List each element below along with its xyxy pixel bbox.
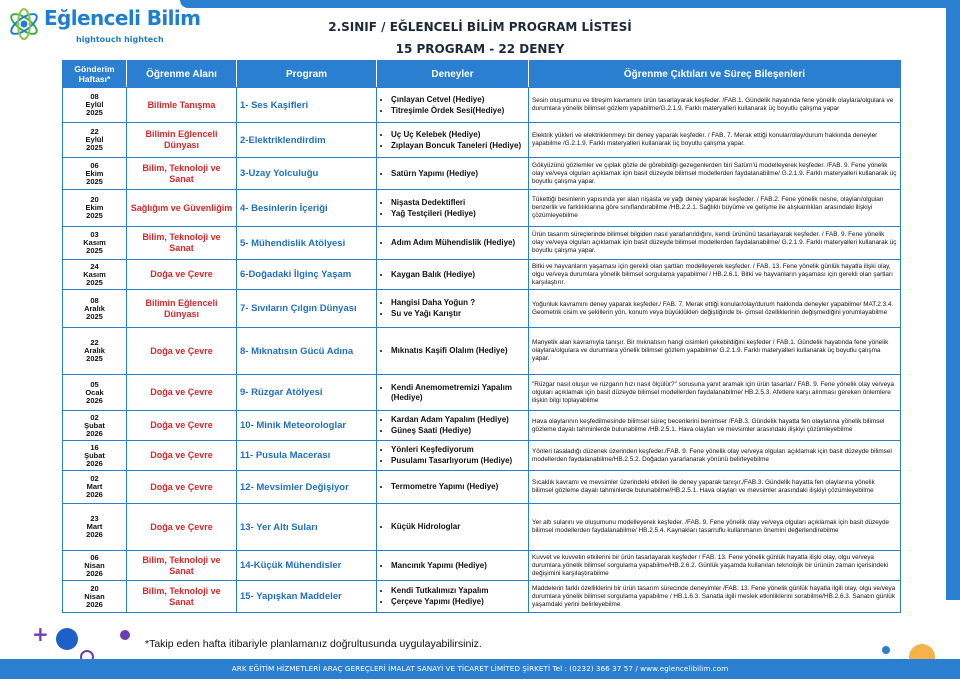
date-month: Ekim xyxy=(85,168,104,178)
week-date xyxy=(63,328,127,375)
experiment-list xyxy=(380,298,525,319)
page-subtitle: 15 PROGRAM - 22 DENEY xyxy=(395,42,565,56)
experiment-item: • Güneş Saati (Hediye) xyxy=(391,426,525,436)
experiment-item: • Pusulamı Tasarlıyorum (Hediye) xyxy=(391,456,525,466)
experiments-cell xyxy=(377,581,529,613)
learning-area: Bilimin Eğlenceli Dünyası xyxy=(127,290,237,328)
week-date xyxy=(63,190,127,227)
learning-outcome: Elektrik yükleri ve elektriklenmeyi bir deney yaparak keşfeder. / FAB. 7. Merak ettiği konular/olay/durum hakkında deneyler yapabilme /G.2.1.9. Farklı materyalleri kullanarak üç boyutlu çalışma yapar. xyxy=(529,123,901,158)
date-month: Ocak xyxy=(85,387,104,397)
learning-area: Bilimle Tanışma xyxy=(127,88,237,123)
week-date xyxy=(63,551,127,581)
learning-area: Bilimin Eğlenceli Dünyası xyxy=(127,123,237,158)
week-date xyxy=(63,290,127,328)
learning-area: Bilim, Teknoloji ve Sanat xyxy=(127,581,237,613)
date-day: 24 xyxy=(90,261,99,271)
date-month: Nisan xyxy=(84,560,105,570)
program-name: 1- Ses Kaşifleri xyxy=(237,88,377,123)
decor-plus-icon: + xyxy=(32,622,49,646)
header-outcomes: Öğrenme Çıktıları ve Süreç Bileşenleri xyxy=(529,61,901,88)
experiments-cell xyxy=(377,290,529,328)
experiment-list xyxy=(380,522,525,532)
learning-area: Sağlığım ve Güvenliğim xyxy=(127,190,237,227)
learning-area: Bilim, Teknoloji ve Sanat xyxy=(127,227,237,260)
experiment-list xyxy=(380,482,525,492)
experiment-item: • Yönleri Keşfediyorum xyxy=(391,445,525,455)
top-accent-band xyxy=(180,0,960,8)
date-day: 08 xyxy=(90,295,99,305)
week-date xyxy=(63,158,127,190)
experiment-item: • Hangisi Daha Yoğun ? xyxy=(391,298,525,308)
learning-outcome: Hava olaylarının keşfedilmesinde bilimsel süreç becerilerini benimser /FAB.3. Gündelik hayatta fen olaylarına yönelik bilimsel gözleme dayalı tahminlerde bulunabilme /HB.2.5.1. Hava olayları ve mevsimler arasındaki ilişkiyi çözümleyebilme xyxy=(529,411,901,441)
date-year: 2025 xyxy=(86,143,103,152)
table-row xyxy=(63,190,901,227)
program-table xyxy=(62,60,901,613)
program-name: 14-Küçük Mühendisler xyxy=(237,551,377,581)
week-date xyxy=(63,441,127,471)
experiment-list xyxy=(380,415,525,436)
table-row xyxy=(63,158,901,190)
table-row xyxy=(63,441,901,471)
week-date xyxy=(63,88,127,123)
table-row xyxy=(63,260,901,290)
date-month: Mart xyxy=(86,482,103,491)
date-year: 2026 xyxy=(86,458,103,468)
experiment-item: • Zıplayan Boncuk Taneleri (Hediye) xyxy=(391,141,525,151)
date-year: 2025 xyxy=(86,311,103,321)
experiments-cell xyxy=(377,190,529,227)
program-name: 7- Sıvıların Çılgın Dünyası xyxy=(237,290,377,328)
date-month: Aralık xyxy=(84,346,105,355)
experiments-cell xyxy=(377,551,529,581)
program-name: 12- Mevsimler Değişiyor xyxy=(237,471,377,504)
date-year: 2025 xyxy=(86,277,103,287)
week-date xyxy=(63,411,127,441)
date-day: 02 xyxy=(90,474,99,483)
date-year: 2026 xyxy=(86,568,103,578)
experiment-list xyxy=(380,445,525,466)
learning-area: Doğa ve Çevre xyxy=(127,411,237,441)
experiment-list xyxy=(380,130,525,151)
date-day: 02 xyxy=(90,412,99,422)
experiment-item: • Yağ Testçileri (Hediye) xyxy=(391,209,525,219)
experiment-item: • Adım Adım Mühendislik (Hediye) xyxy=(391,238,525,248)
experiment-item: • Kendi Tutkalımızı Yapalım xyxy=(391,586,525,596)
week-date xyxy=(63,260,127,290)
date-month: Şubat xyxy=(84,450,105,460)
experiment-item: • Kaygan Balık (Hediye) xyxy=(391,270,525,280)
experiments-cell xyxy=(377,504,529,551)
header-area: Öğrenme Alanı xyxy=(127,61,237,88)
experiment-list xyxy=(380,169,525,179)
experiment-list xyxy=(380,198,525,219)
experiment-list xyxy=(380,95,525,116)
table-row xyxy=(63,290,901,328)
header-week: Gönderim Haftası* xyxy=(63,61,127,88)
date-day: 23 xyxy=(90,514,99,523)
decor-dot-blue xyxy=(56,628,78,650)
date-month: Ekim xyxy=(85,203,104,212)
footnote: *Takip eden hafta itibariyle planlamanız doğrultusunda uygulayabilirsiniz. xyxy=(145,638,482,650)
learning-outcome: Tükettiği besinlerin yapısında yer alan nişasta ve yağı deney yaparak keşfeder. / FAB.2. Fene yönelik nesne, olayları/olguları benzerlik ve farklılıklarına göre sınıflandırabilme /HB.2.2.1. Sağlıklı büyüme ve gelişme ile alışkanlıkları arasındaki ilişkiyi çözümleyebilme xyxy=(529,190,901,227)
table-row xyxy=(63,375,901,411)
date-day: 22 xyxy=(90,338,99,347)
program-name: 2-Elektriklendirdim xyxy=(237,123,377,158)
experiment-item: • Termometre Yapımı (Hediye) xyxy=(391,482,525,492)
experiment-item: • Kendi Anemometremizi Yapalım (Hediye) xyxy=(391,383,525,403)
table-row xyxy=(63,123,901,158)
experiment-item: • Mancınık Yapımı (Hediye) xyxy=(391,561,525,571)
table-row xyxy=(63,411,901,441)
experiments-cell xyxy=(377,260,529,290)
learning-outcome: Yoğunluk kavramını deney yaparak keşfeder./ FAB. 7. Merak ettiği konular/olay/durum hakkında deneyler yapabilme/ MAT.2.3.4. Geometrik cisim ve şekillerin yön, konum veya büyüklükleri değiştiğinde bi- çimsel özelliklerinin değişmediğini yorumlayabilme xyxy=(529,290,901,328)
experiments-cell xyxy=(377,88,529,123)
week-date xyxy=(63,581,127,613)
date-day: 16 xyxy=(90,442,99,452)
learning-area: Bilim, Teknoloji ve Sanat xyxy=(127,551,237,581)
learning-outcome: Kuvvet ve kuvvetin etkilerini bir ürün tasarlayarak keşfeder / FAB. 13. Fene yönelik günlük hayatla ilişki olay, olgu ve/veya durumlara yönelik bilimsel sorgulama yapabilme/HB.2.6.2. Günlük yaşamda kullanılan teknolojik bir ürünün zaman içerisindeki değişimini karşılaştırabilme xyxy=(529,551,901,581)
date-year: 2025 xyxy=(86,176,103,186)
date-day: 20 xyxy=(90,583,99,593)
week-date xyxy=(63,227,127,260)
program-name: 3-Uzay Yolculuğu xyxy=(237,158,377,190)
date-day: 08 xyxy=(90,92,99,101)
table-row xyxy=(63,581,901,613)
experiment-list xyxy=(380,238,525,248)
experiment-item: • Kardan Adam Yapalım (Hediye) xyxy=(391,415,525,425)
table-row xyxy=(63,504,901,551)
program-name: 5- Mühendislik Atölyesi xyxy=(237,227,377,260)
program-name: 11- Pusula Macerası xyxy=(237,441,377,471)
footer-company: ARK EĞİTİM HİZMETLERİ ARAÇ GEREÇLERİ İMALAT SANAYİ VE TİCARET LİMİTED ŞİRKETİ Tel : (0232) 366 37 57 / www.eglencelibilim.com xyxy=(0,659,960,679)
learning-area: Doğa ve Çevre xyxy=(127,441,237,471)
table-body xyxy=(63,88,901,613)
date-day: 22 xyxy=(90,127,99,136)
learning-outcome: Sesin oluşumunu ve titreşim kavramını ürün tasarlayarak keşfeder. /FAB.1. Gündelik hayatında fene yönelik olaylara/olgulara ve durumlara yönelik bilimsel gözlem yapabilme/G.2.1.9. Farklı materyalleri kullanarak üç boyutlu çalışma yapar xyxy=(529,88,901,123)
date-month: Kasım xyxy=(83,238,106,247)
date-year: 2025 xyxy=(86,211,103,220)
week-date xyxy=(63,375,127,411)
right-accent-band xyxy=(946,0,960,600)
table-row xyxy=(63,551,901,581)
learning-area: Doğa ve Çevre xyxy=(127,504,237,551)
program-name: 15- Yapışkan Maddeler xyxy=(237,581,377,613)
experiments-cell xyxy=(377,328,529,375)
date-month: Şubat xyxy=(84,420,105,430)
table-row xyxy=(63,471,901,504)
learning-outcome: Maddelerin farklı özelliklerini bir ürün tasarım sürecinde deneyimler /FAB. 13. Fene yönelik günlük hayatla ilgili olay, olgu ve/veya durumlara yönelik bilimsel sorgulama yapabilme / HB.1.6.3. Sanatla ilgili meslek etkinliklerini sorabilme/HB.2.6.3. Sanatın günlük yaşamdaki yerini belirleyebilme xyxy=(529,581,901,613)
header-program: Program xyxy=(237,61,377,88)
experiment-list xyxy=(380,346,525,356)
program-name: 9- Rüzgar Atölyesi xyxy=(237,375,377,411)
learning-outcome: Manyetik alan kavramıyla tanışır. Bir mıknatısın hangi cisimleri çekebildiğini keşfeder / FAB.1. Gündelik hayatında fene yönelik olaylara/olgulara ve durumlara yönelik bilimsel gözlem yapabilme/ G.2.1.9. Farklı materyalleri kullanarak üç boyutlu çalışma yapar. xyxy=(529,328,901,375)
decor-dot-purple xyxy=(120,630,130,640)
learning-outcome: Gökyüzünü gözlemler ve çıplak gözle de görebildiği gezegenlerden biri Satürn'ü modelleyerek keşfeder. /FAB. 9. Fene yönelik olay ve/veya olguları açıklamak için basit düzeyde bilimsel modellerden faydalanabilme/ G.2.1.9. Farklı materyalleri kullanarak üç boyutlu çalışma yapar. xyxy=(529,158,901,190)
week-date xyxy=(63,504,127,551)
experiment-list xyxy=(380,270,525,280)
date-year: 2025 xyxy=(86,354,103,363)
learning-outcome: Ürün tasarım süreçlerinde bilimsel bilgiden nasıl yararlanıldığını, kendi ürününü tasarlayarak keşfeder. / FAB. 9. Fene yönelik olay ve/veya olguları açıklamak için basit düzeyde bilimsel modellerden faydalanabilme/ G.2.1.9. Farklı materyalleri kullanarak üç boyutlu çalışma yapar. xyxy=(529,227,901,260)
experiments-cell xyxy=(377,123,529,158)
experiments-cell xyxy=(377,441,529,471)
table-row xyxy=(63,328,901,375)
date-day: 03 xyxy=(90,230,99,239)
week-date xyxy=(63,123,127,158)
date-year: 2025 xyxy=(86,246,103,255)
learning-outcome: Yönleri tasaladığı düzenek üzerinden keşfeder./FAB. 9. Fene yönelik olay ve/veya olguları açıklamak için basit düzeyde bilimsel modellerden faydalanabilme/HB.2.5.2. Doğadan yararlanarak yönünü belirleyebilme xyxy=(529,441,901,471)
date-month: Aralık xyxy=(84,303,105,313)
date-month: Kasım xyxy=(83,269,106,279)
brand-tagline: hightouch hightech xyxy=(76,35,164,44)
program-name: 4- Besinlerin İçeriği xyxy=(237,190,377,227)
decor-dot-blue-small xyxy=(882,646,890,654)
learning-area: Bilim, Teknoloji ve Sanat xyxy=(127,158,237,190)
date-month: Nisan xyxy=(84,591,105,601)
learning-outcome: Sıcaklık kavramı ve mevsimler üzerindeki etkileri ile deney yaparak tanışır./FAB.3. Gündelik hayatta fen olaylarına yönelik bilimsel gözleme dayalı tahminlerde bulunabilme/HB.2.5.1. Hava olayları ve mevsimler arasındaki ilişkiyi çözümleyebilme xyxy=(529,471,901,504)
program-name: 13- Yer Altı Suları xyxy=(237,504,377,551)
brand-name: Eğlenceli Bilim xyxy=(44,6,201,30)
program-name: 8- Mıknatısın Gücü Adına xyxy=(237,328,377,375)
date-year: 2026 xyxy=(86,599,103,609)
experiments-cell xyxy=(377,227,529,260)
date-month: Mart xyxy=(86,522,103,531)
date-year: 2026 xyxy=(86,428,103,438)
date-year: 2026 xyxy=(86,490,103,499)
experiment-item: • Nişasta Dedektifleri xyxy=(391,198,525,208)
header-experiments: Deneyler xyxy=(377,61,529,88)
date-year: 2025 xyxy=(86,108,103,117)
learning-area: Doğa ve Çevre xyxy=(127,471,237,504)
date-day: 20 xyxy=(90,195,99,204)
experiments-cell xyxy=(377,411,529,441)
table-row xyxy=(63,227,901,260)
experiment-list xyxy=(380,586,525,607)
experiment-item: • Mıknatıs Kaşifi Olalım (Hediye) xyxy=(391,346,525,356)
learning-outcome: Bitki ve hayvanların yaşaması için gerekli olan şartları modelleyerek keşfeder. / FAB. 13. Fene yönelik günlük hayatla ilişki olay, olgu ve/veya durumlara yönelik bilimsel sorgulama yapabilme/ / HB.2.6.1. Bitki ve hayvanların yaşaması için gerekli olan şartları karşılaştırır. xyxy=(529,260,901,290)
date-year: 2026 xyxy=(86,395,103,405)
experiments-cell xyxy=(377,471,529,504)
experiment-item: • Satürn Yapımı (Hediye) xyxy=(391,169,525,179)
date-year: 2026 xyxy=(86,530,103,539)
program-name: 6-Doğadaki İlginç Yaşam xyxy=(237,260,377,290)
week-date xyxy=(63,471,127,504)
experiment-item: • Çerçeve Yapımı (Hediye) xyxy=(391,597,525,607)
program-name: 10- Minik Meteorologlar xyxy=(237,411,377,441)
table-header-row xyxy=(63,61,901,88)
learning-area: Doğa ve Çevre xyxy=(127,260,237,290)
date-month: Eylül xyxy=(85,100,104,109)
learning-outcome: "Rüzgar nasıl oluşur ve rüzgarın hızı nasıl ölçülür?" sorusuna yanıt aramak için ürün tasarlar./ FAB. 9. Fene yönelik olay ve/veya olguları açıklamak için basit düzeyde bilimsel modellerden faydalanabilme/ HB.2.5.3. Afetlere karşı alınması gereken önlemlere ilişkin bilgi toplayabilme xyxy=(529,375,901,411)
learning-area: Doğa ve Çevre xyxy=(127,375,237,411)
learning-outcome: Yer altı sularını ve oluşumunu modelleyerek keşfeder. /FAB. 9. Fene yönelik olay ve/veya olguları açıklamak için basit düzeyde bilimsel modellerden faydalanabilme/ HB.2.5.4. Kaynakları tasarruflu kullanmanın önemini değerlendirebilme xyxy=(529,504,901,551)
experiment-list xyxy=(380,383,525,403)
experiment-item: • Çınlayan Cetvel (Hediye) xyxy=(391,95,525,105)
date-month: Eylül xyxy=(85,135,104,144)
date-day: 06 xyxy=(90,552,99,562)
experiment-item: • Titreşimle Ördek Sesi(Hediye) xyxy=(391,106,525,116)
table-row xyxy=(63,88,901,123)
experiment-item: • Küçük Hidrologlar xyxy=(391,522,525,532)
experiments-cell xyxy=(377,158,529,190)
date-day: 06 xyxy=(90,160,99,170)
experiment-item: • Uç Uç Kelebek (Hediye) xyxy=(391,130,525,140)
learning-area: Doğa ve Çevre xyxy=(127,328,237,375)
experiments-cell xyxy=(377,375,529,411)
page-title: 2.SINIF / EĞLENCELİ BİLİM PROGRAM LİSTESİ xyxy=(328,20,632,34)
date-day: 05 xyxy=(90,379,99,389)
experiment-list xyxy=(380,561,525,571)
experiment-item: • Su ve Yağı Karıştır xyxy=(391,309,525,319)
